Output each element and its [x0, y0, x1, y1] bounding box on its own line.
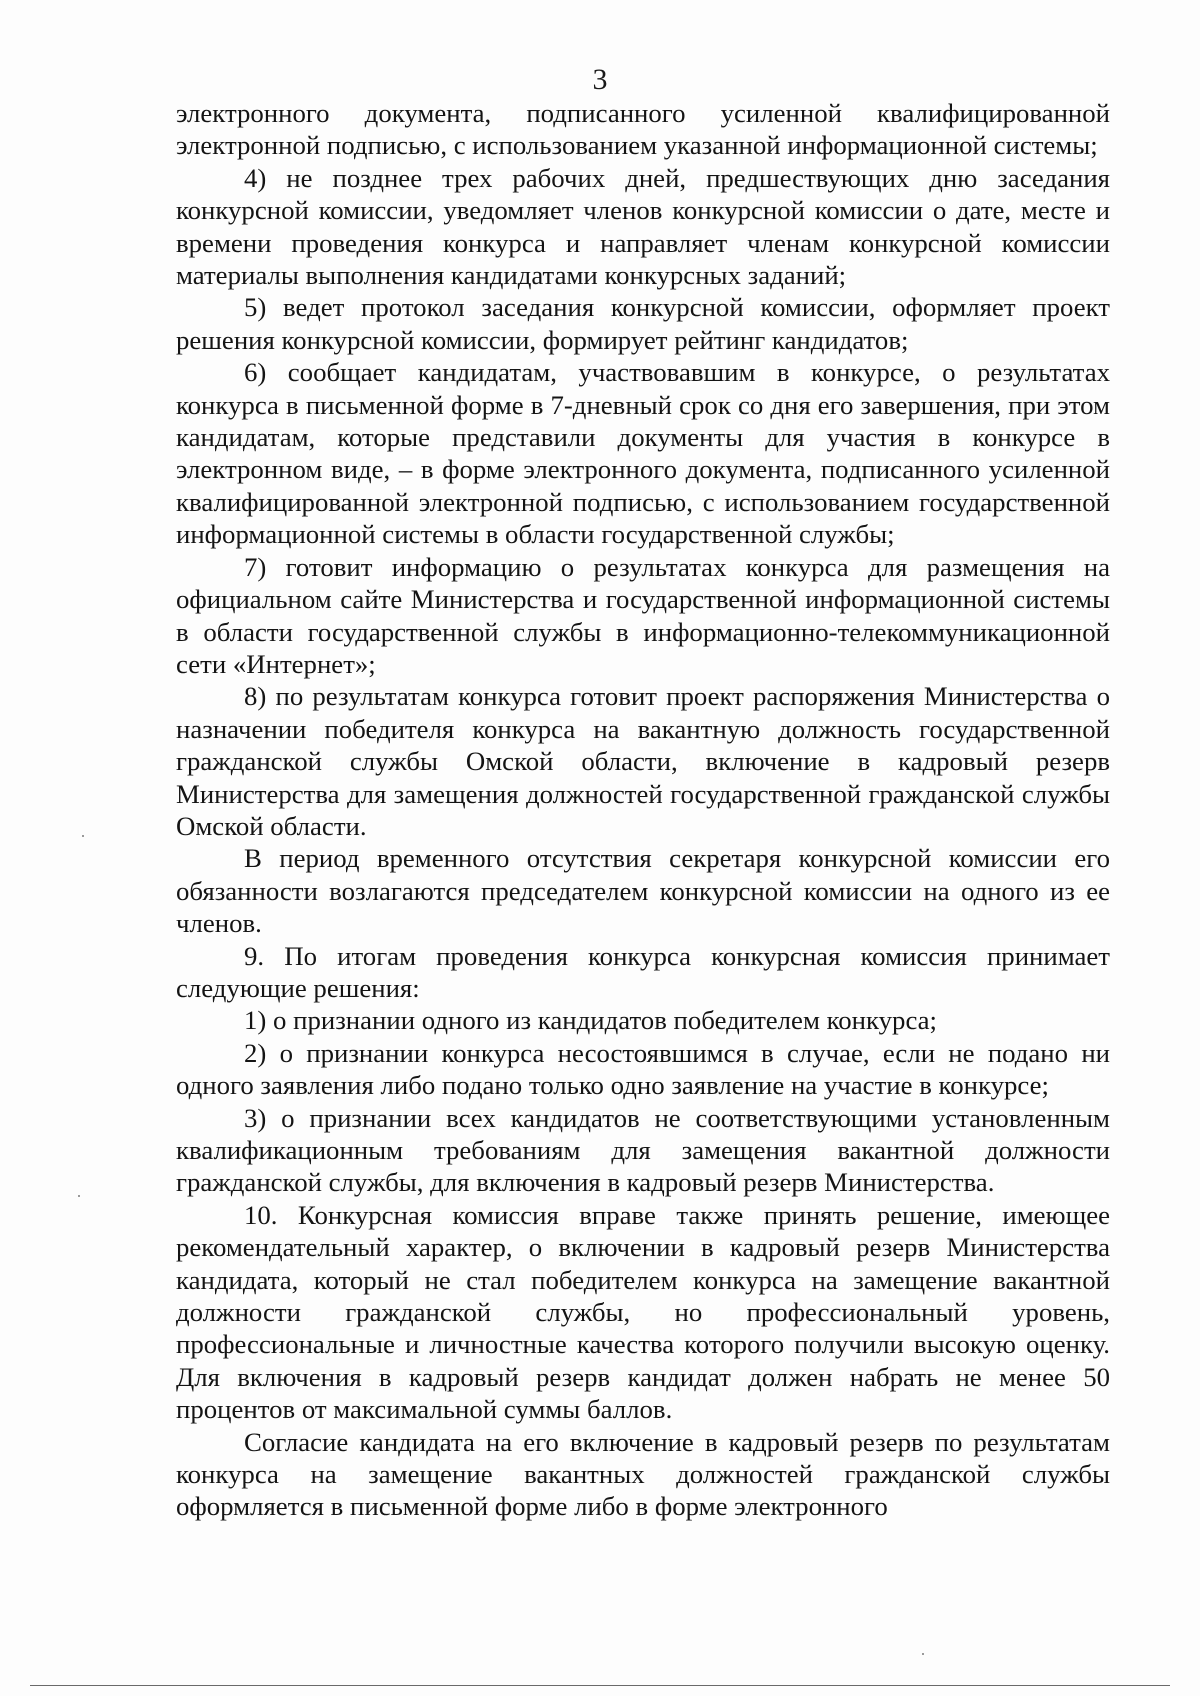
paragraph-section-10: 10. Конкурсная комиссия вправе также принять решение, имеющее рекомендательный характер, о включении в кадровый резерв Министерства кандидата, который не стал победителем конкурса на замещение вакантной должности гражданской службы, но профессиональный уровень, профессиональные и личностные качества которого получили высокую оценку. Для включения в кадровый резерв кандидат должен набрать не менее 50 процентов от максимальной суммы баллов.: [176, 1199, 1110, 1425]
paragraph-secretary-absence: В период временного отсутствия секретаря конкурсной комиссии его обязанности возлагаются председателем конкурсной комиссии на одного из ее членов.: [176, 843, 1110, 939]
paragraph-item-6: 6) сообщает кандидатам, участвовавшим в конкурсе, о результатах конкурса в письменной форме в 7-дневный срок со дня его завершения, при этом кандидатам, которые представили документы для участия в конкурсе в электронном виде, – в форме электронного документа, подписанного усиленной квалифицированной электронной подписью, с использованием государственной информационной системы в области государственной службы;: [176, 357, 1110, 550]
paragraph-item-8: 8) по результатам конкурса готовит проект распоряжения Министерства о назначении победителя конкурса на вакантную должность государственной гражданской службы Омской области, включение в кадровый резерв Министерства для замещения должностей государственной гражданской службы Омской области.: [176, 681, 1110, 841]
paragraph-item-7: 7) готовит информацию о результатах конкурса для размещения на официальном сайте Министерства и государственной информационной системы в области государственной службы в информационно-телекоммуникационной сети «Интернет»;: [176, 551, 1110, 679]
paragraph-consent: Согласие кандидата на его включение в кадровый резерв по результатам конкурса на замещение вакантных должностей гражданской службы оформляется в письменной форме либо в форме электронного: [176, 1426, 1110, 1522]
scan-bottom-edge: [30, 1685, 1170, 1686]
paragraph-decision-1: 1) о признании одного из кандидатов победителем конкурса;: [244, 1005, 938, 1036]
paragraph-section-9: 9. По итогам проведения конкурса конкурсная комиссия принимает следующие решения:: [176, 940, 1110, 1003]
paragraph-item-4: 4) не позднее трех рабочих дней, предшествующих дню заседания конкурсной комиссии, уведомляет членов конкурсной комиссии о дате, месте и времени проведения конкурса и направляет членам конкурсной комиссии материалы выполнения кандидатами конкурсных заданий;: [176, 162, 1110, 291]
scan-speck: [78, 1195, 80, 1197]
paragraph-item-5: 5) ведет протокол заседания конкурсной комиссии, оформляет проект решения конкурсной комиссии, формирует рейтинг кандидатов;: [176, 292, 1110, 355]
scan-speck: [922, 1653, 924, 1655]
paragraph-decision-3: 3) о признании всех кандидатов не соответствующими установленным квалификационным требованиям для замещения вакантной должности гражданской службы, для включения в кадровый резерв Министерства.: [176, 1102, 1110, 1198]
document-body: [176, 97, 1110, 1523]
paragraph-decision-2: 2) о признании конкурса несостоявшимся в случае, если не подано ни одного заявления либо подано только одно заявление на участие в конкурсе;: [176, 1037, 1110, 1101]
scan-speck: [82, 835, 84, 837]
page-number: 3: [592, 63, 608, 96]
paragraph-continuation: электронного документа, подписанного усиленной квалифицированной электронной подписью, с использованием указанной информационной системы;: [176, 98, 1110, 161]
